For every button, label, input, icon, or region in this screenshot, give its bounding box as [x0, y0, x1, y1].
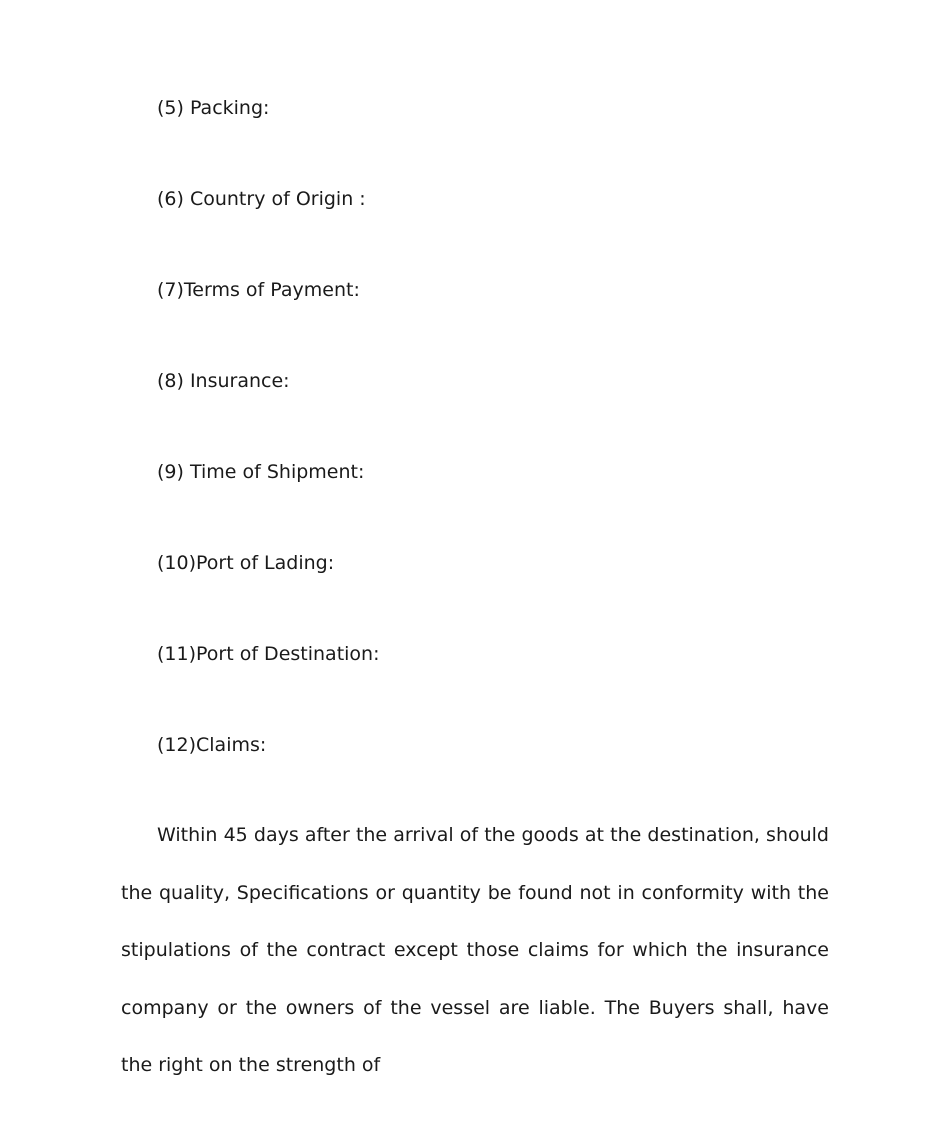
- clause-terms-of-payment: (7)Terms of Payment:: [157, 279, 360, 301]
- clause-port-of-destination: (11)Port of Destination:: [157, 643, 380, 665]
- clause-claims: (12)Claims:: [157, 734, 267, 756]
- claims-paragraph: Within 45 days after the arrival of the goods at the destination, should the quality, Specifications or quantity be found not in conformity with the stipulations of the contract except those claims for which the insurance company or the owners of the vessel are liable. The Buyers shall, have the right on the strength of: [121, 824, 829, 1076]
- clause-time-of-shipment: (9) Time of Shipment:: [157, 461, 365, 483]
- clause-packing: (5) Packing:: [157, 97, 270, 119]
- clause-insurance: (8) Insurance:: [157, 370, 290, 392]
- clause-country-of-origin: (6) Country of Origin :: [157, 188, 366, 210]
- clause-port-of-lading: (10)Port of Lading:: [157, 552, 335, 574]
